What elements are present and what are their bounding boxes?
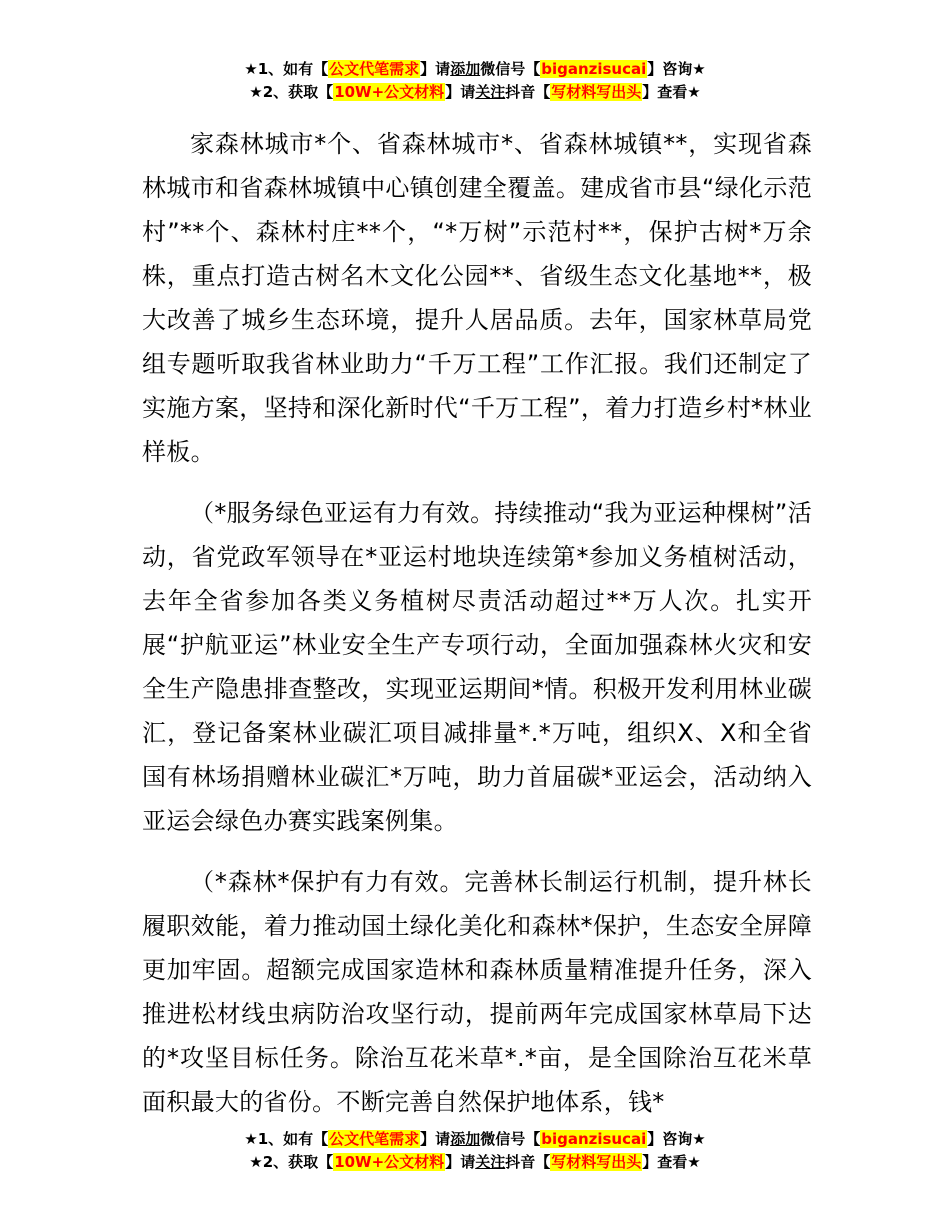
banner-text: 】查看★ (642, 1153, 701, 1171)
document-body (142, 122, 812, 1141)
banner-text: ★1、如有【 (244, 60, 329, 78)
highlight-douyin-id: 写材料写出头 (551, 1153, 642, 1171)
banner-text: ★2、获取【 (249, 1153, 334, 1171)
highlight-materials: 10W+公文材料 (334, 1153, 445, 1171)
banner-text: 】咨询★ (647, 1130, 706, 1148)
paragraph-3: （*森林*保护有力有效。完善林长制运行机制，提升林长履职效能，着力推动国土绿化美化和森林*保护，生态安全屏障更加牢固。超额完成国家造林和森林质量精准提升任务，深入推进松材线虫病防治攻坚行动，提前两年完成国家林草局下达的*攻坚目标任务。除治互花米草*.*亩，是全国除治互花米草面积最大的省份。不断完善自然保护地体系，钱* (142, 868, 812, 1116)
banner-text: 】请 (445, 83, 476, 101)
banner-text: 】请 (420, 1130, 451, 1148)
banner-text: ★2、获取【 (249, 83, 334, 101)
banner-text: 微信号【 (480, 60, 541, 78)
paragraph-2: （*服务绿色亚运有力有效。持续推动“我为亚运种棵树”活动，省党政军领导在*亚运村地块连续第*参加义务植树活动，去年全省参加各类义务植树尽责活动超过**万人次。扎实开展“护航亚运”林业安全生产专项行动，全面加强森林火灾和安全生产隐患排查整改，实现亚运期间*情。积极开发利用林业碳汇，登记备案林业碳汇项目减排量*.*万吨，组织X、X和全省国有林场捐赠林业碳汇*万吨，助力首届碳*亚运会，活动纳入亚运会绿色办赛实践案例集。 (142, 499, 812, 835)
banner-text: 抖音【 (505, 83, 551, 101)
banner-text: 】请 (445, 1153, 476, 1171)
highlight-service: 公文代笔需求 (329, 1130, 420, 1148)
highlight-douyin-id: 写材料写出头 (551, 83, 642, 101)
banner-line-1 (0, 58, 950, 81)
banner-line-2 (0, 1151, 950, 1174)
banner-text: 】咨询★ (647, 60, 706, 78)
underlined-word: 添加 (450, 60, 481, 78)
banner-text: 】请 (420, 60, 451, 78)
banner-text: 】查看★ (642, 83, 701, 101)
banner-text: 抖音【 (505, 1153, 551, 1171)
highlight-wechat-id: biganzisucai (541, 60, 647, 78)
banner-line-2 (0, 81, 950, 104)
header-banner (0, 58, 950, 104)
banner-text: 微信号【 (480, 1130, 541, 1148)
highlight-wechat-id: biganzisucai (541, 1130, 647, 1148)
underlined-word: 关注 (475, 83, 506, 101)
banner-line-1 (0, 1128, 950, 1151)
underlined-word: 添加 (450, 1130, 481, 1148)
footer-banner (0, 1128, 950, 1174)
banner-text: ★1、如有【 (244, 1130, 329, 1148)
highlight-service: 公文代笔需求 (329, 60, 420, 78)
underlined-word: 关注 (475, 1153, 506, 1171)
highlight-materials: 10W+公文材料 (334, 83, 445, 101)
paragraph-1: 家森林城市*个、省森林城市*、省森林城镇**，实现省森林城市和省森林城镇中心镇创建全覆盖。建成省市县“绿化示范村”**个、森林村庄**个，“*万树”示范村**，保护古树*万余株，重点打造古树名木文化公园**、省级生态文化基地**，极大改善了城乡生态环境，提升人居品质。去年，国家林草局党组专题听取我省林业助力“千万工程”工作汇报。我们还制定了实施方案，坚持和深化新时代“千万工程”，着力打造乡村*林业样板。 (142, 130, 812, 466)
